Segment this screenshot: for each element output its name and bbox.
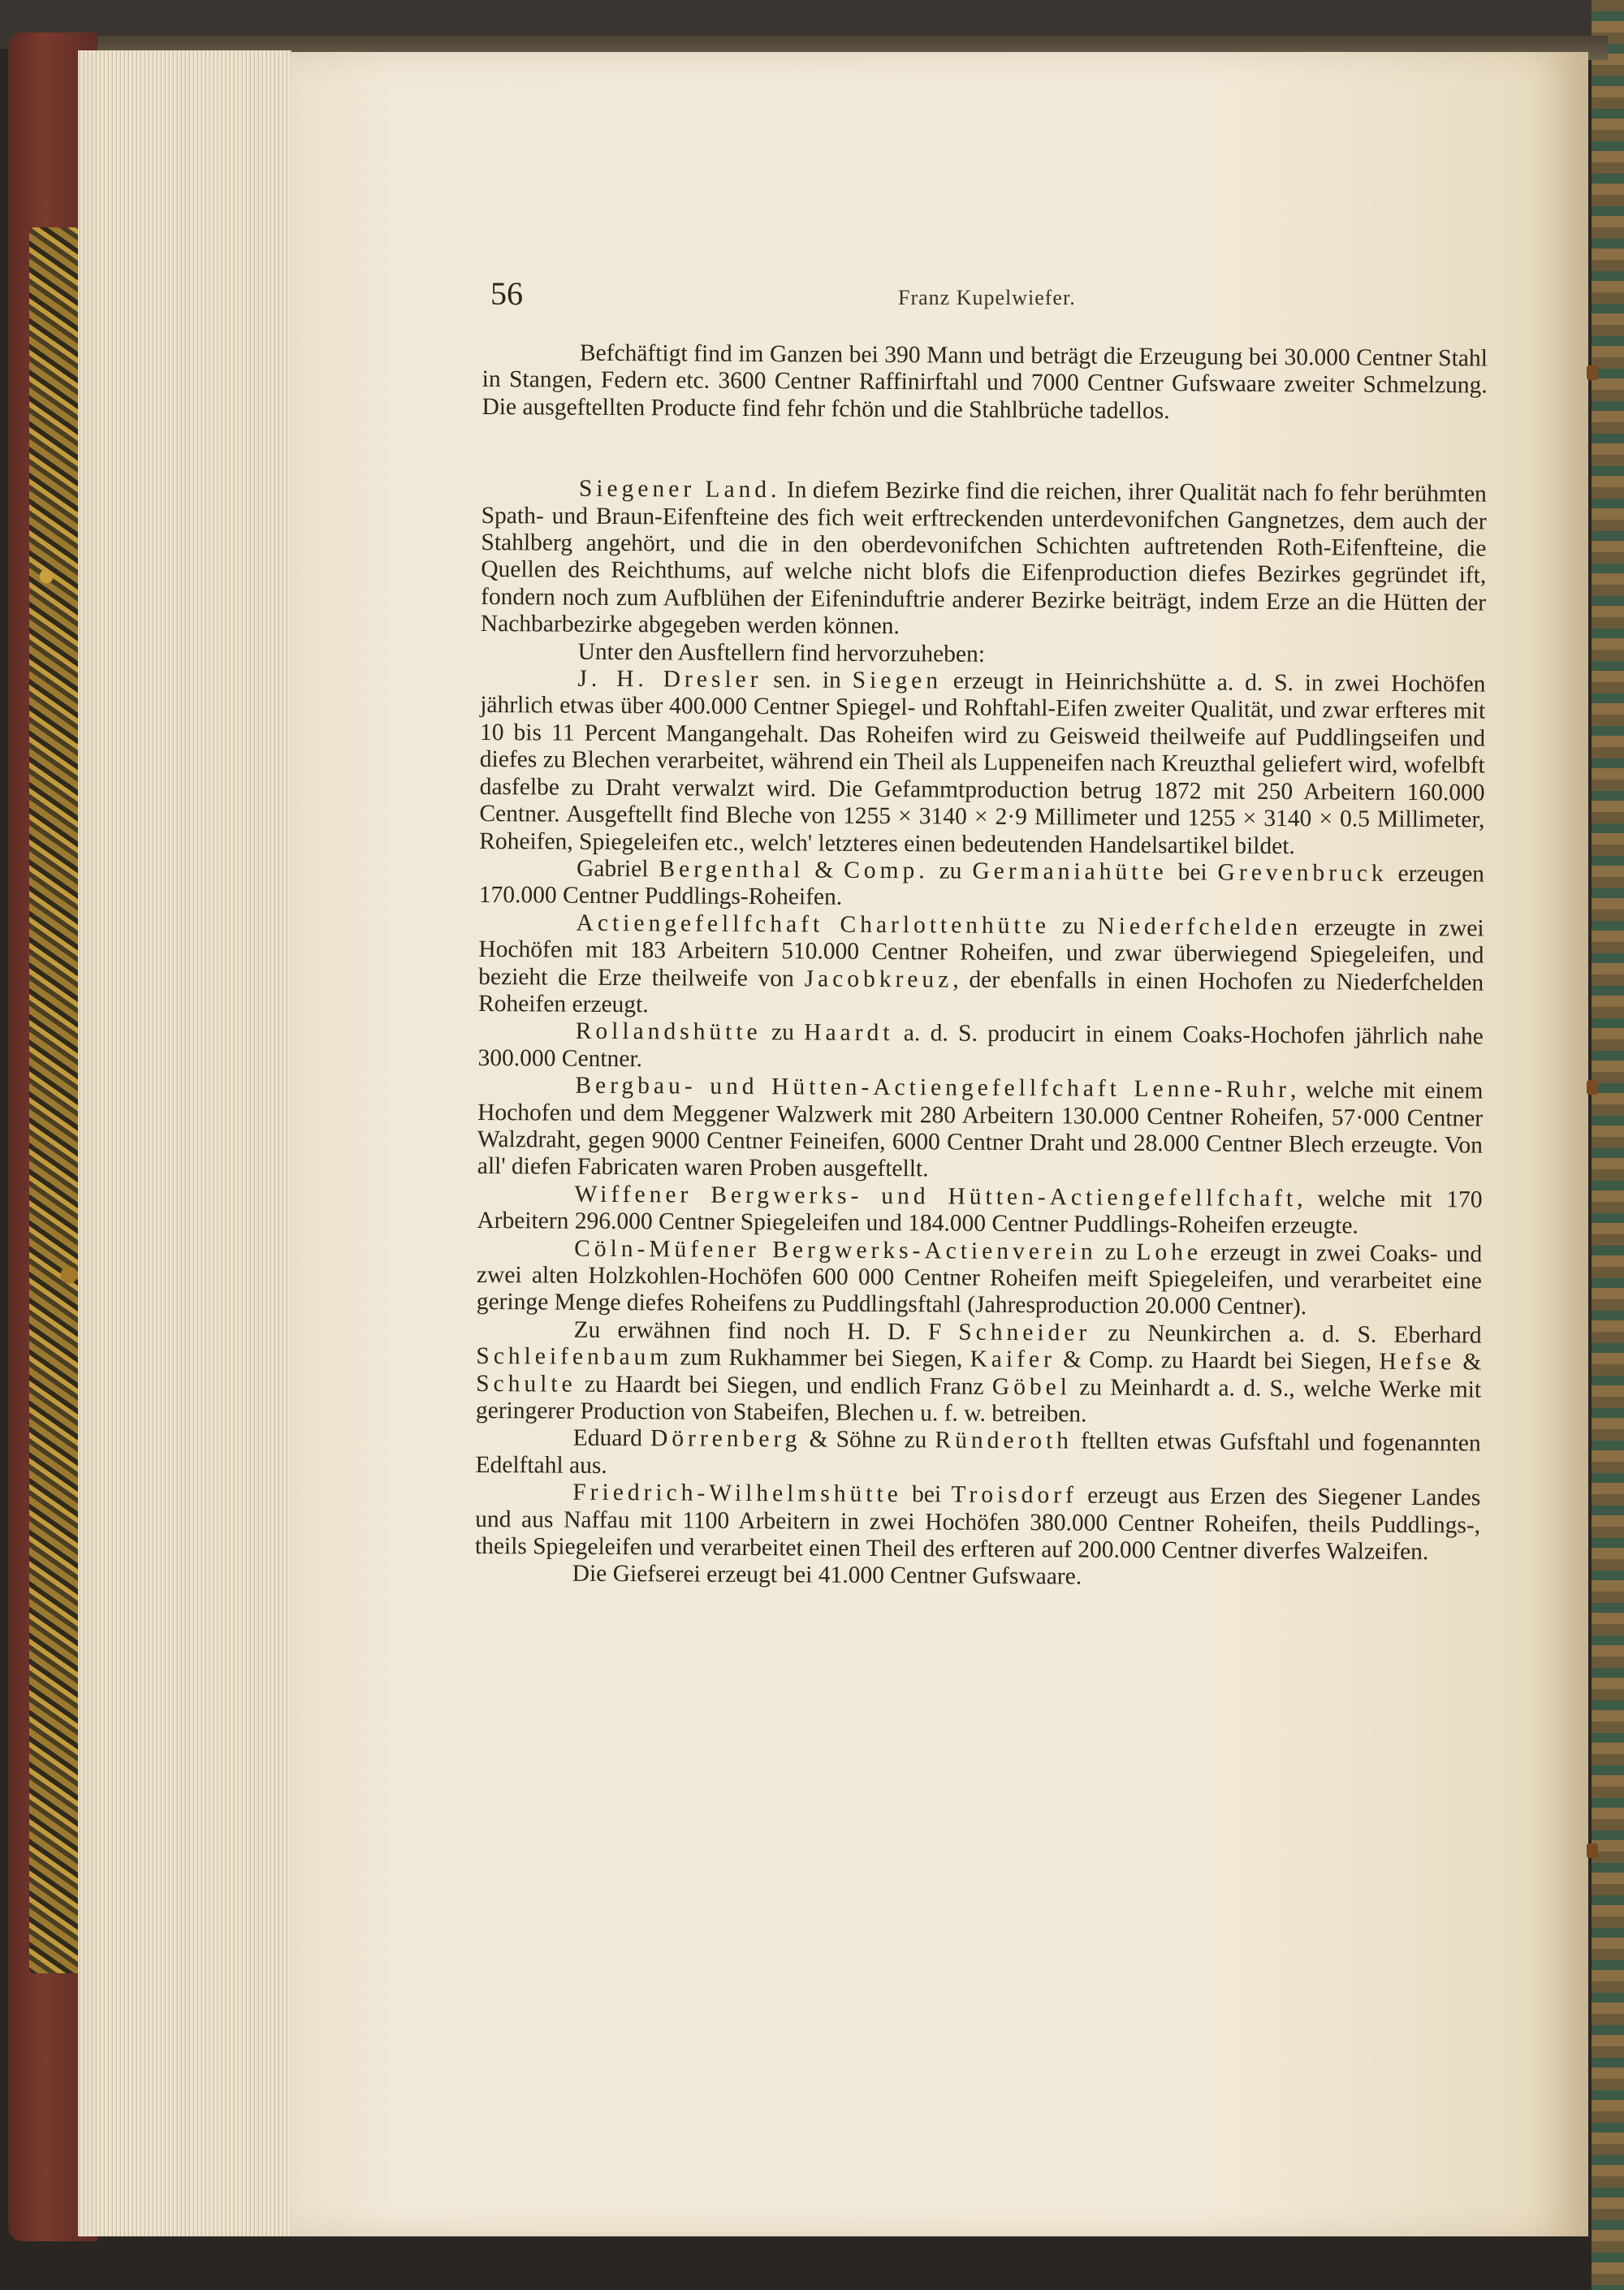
text-run: erzeugt in Heinrichshütte a. d. S. in zwei Hochöfen jährlich etwas über 400.000 Centner Spiegel- und Rohftahl-Eifen zweiter Qualität, und zwar erfteres mit 10 bis 11 Percent Mangangehalt. Das Roheifen wird zu Geisweid theilweife auf Puddlingseifen und diefes zu Blechen verarbeitet, während ein Theil als Luppeneifen nach Kreuzthal geliefert wird, wofelbft dasfelbe zu Draht verwalzt wird. Die Gefammtproduction betrug 1872 mit 250 Arbeitern 160.000 Centner. Ausgeftellt find Bleche von 1255 × 3140 × 2·9 Millimeter und 1255 × 3140 × 0.5 Millimeter, Roheifen, Spiegeleifen etc., welch' letzteres einen bedeutenden Handelsartikel bildet.	[479, 668, 1486, 859]
spaced-name: Siegener Land.	[578, 475, 781, 503]
spaced-name: Ründeroth	[935, 1427, 1073, 1454]
spaced-name: Schleifenbaum	[476, 1343, 673, 1371]
paragraph	[475, 1424, 1480, 1484]
paragraph	[482, 339, 1488, 427]
text-run: ftellten etwas Gufsftahl und fogenannten Edelftahl aus.	[475, 1428, 1481, 1479]
spaced-name: Jacobkreuz	[804, 965, 953, 993]
paragraph	[477, 1181, 1482, 1241]
spaced-name: Kaifer	[970, 1346, 1056, 1373]
spaced-name: Grevenbruck	[1217, 859, 1388, 887]
text-run: Die Giefserei erzeugt bei 41.000 Centner Gufswaare.	[572, 1561, 1082, 1591]
spaced-name: Dörrenberg	[650, 1425, 801, 1453]
spaced-name: Friedrich-Wilhelmshütte	[572, 1479, 902, 1508]
text-run: Befchäftigt find im Ganzen bei 390 Mann und beträgt die Erzeugung bei 30.000 Centner Stahl in Stangen, Federn etc. 3600 Centner Raffinirftahl und 7000 Centner Gufswaare zweiter Schmelzung. Die ausgeftellten Producte find fehr fchön und die Stahlbrüche tadellos.	[482, 339, 1488, 424]
text-run: zu	[1096, 1238, 1137, 1265]
paragraph	[478, 910, 1484, 1024]
text-run: , welche mit 170 Arbeitern 296.000 Centner Spiegeleifen und 184.000 Centner Puddlings-Roheifen erzeugte.	[477, 1185, 1483, 1239]
text-run: Zu erwähnen find noch H. D. F	[573, 1316, 959, 1346]
text-run: erzeugt in zwei Coaks- und zwei alten Holzkohlen-Hochöfen 600 000 Centner Roheifen meift Spiegeleifen, und verarbeitet eine geringe Menge diefes Roheifens zu Puddlingsftahl (Jahresproduction 20.000 Centner).	[476, 1239, 1483, 1320]
text-run: bei	[1167, 859, 1218, 886]
spaced-name: Actiengefellfchaft Charlottenhütte	[576, 910, 1051, 940]
spaced-name: Cöln-Müfener Bergwerks-Actienverein	[574, 1235, 1097, 1265]
text-run: a. d. S. producirt in einem Coaks-Hochofen jährlich nahe 300.000 Centner.	[477, 1020, 1484, 1072]
text-run: erzeugt aus Erzen des Siegener Landes und aus Naffau mit 1100 Arbeitern in zwei Hochöfen 380.000 Centner Roheifen, theils Puddlings-, theils Spiegeleifen und verarbeitet einen Theil des erfteren auf 200.000 Centner diverfes Walzeifen.	[474, 1482, 1481, 1566]
text-run: , welche mit einem Hochofen und dem Meggener Walzwerk mit 280 Arbeitern 130.000 Centner Roheifen, 57·000 Centner Walzdraht, gegen 9000 Centner Feineifen, 6000 Centner Draht und 28.000 Centner Blech erzeugte. Von all' diefen Fabricaten waren Proben ausgeftellt.	[477, 1077, 1484, 1182]
page-tab-marker	[1587, 1843, 1598, 1858]
spaced-name: Siegen	[852, 667, 943, 694]
paragraph	[479, 665, 1485, 861]
paragraph	[477, 1018, 1483, 1078]
text-run: & Comp. zu Haardt bei Siegen,	[1055, 1346, 1380, 1375]
spaced-name: J. H. Dresler	[577, 665, 762, 693]
page-header	[0, 274, 1624, 323]
spaced-name: Troisdorf	[951, 1481, 1078, 1509]
text-run: Gabriel	[576, 855, 659, 883]
text-run: sen. in	[762, 667, 853, 693]
spaced-name: Haardt	[804, 1019, 894, 1047]
paragraph	[481, 475, 1487, 644]
text-run: , der ebenfalls in einen Hochofen zu Niederfchelden Roheifen erzeugt.	[477, 966, 1484, 1018]
page-number: 56	[490, 275, 523, 312]
text-run: zu	[761, 1019, 805, 1046]
spaced-name: Niederfchelden	[1097, 913, 1302, 940]
text-run: &	[804, 857, 844, 884]
page-tab-marker	[1587, 365, 1598, 380]
text-run: zu Neunkirchen a. d. S. Eberhard	[1091, 1320, 1482, 1349]
spaced-name: Rollandshütte	[575, 1018, 762, 1046]
spaced-name: Schneider	[958, 1319, 1091, 1346]
page-tab-marker	[1587, 1080, 1598, 1095]
body-text	[475, 339, 1488, 1593]
text-run: In diefem Bezirke find die reichen, ihrer Qualität nach fo fehr berühmten Spath- und Braun-Eifenfteine des fich weit erftreckenden unterdevonifchen Gangnetzes, dem auch der Stahlberg angehört, und die in den oberdevonifchen Schichten auftretenden Roth-Eifenfteine, die Quellen des Reichthums, auf welche nicht blofs die Eifenproduction diefes Bezirkes gegründet ift, fondern noch zum Aufblühen der Eifeninduftrie anderer Bezirke beiträgt, indem Erze an die Hütten der Nachbarbezirke abgegeben werden können.	[480, 477, 1487, 640]
text-run: & Söhne zu	[801, 1426, 935, 1454]
spaced-name: Hefse	[1379, 1348, 1456, 1376]
spaced-name: Wiffener Bergwerks- und Hütten-Actiengefellfchaft	[574, 1181, 1298, 1212]
text-run: Unter den Ausftellern find hervorzuheben:	[577, 638, 986, 668]
text-run: zu Haardt bei Siegen, und endlich Franz	[576, 1371, 992, 1400]
page-edges	[78, 50, 292, 2236]
text-run: zu	[928, 858, 973, 884]
paragraph	[479, 855, 1484, 915]
paragraph	[476, 1316, 1482, 1431]
text-run: erzeugte in zwei Hochöfen mit 183 Arbeitern 510.000 Centner Roheifen, und zwar überwiegend Spiegeleifen, und bezieht die Erze theilweife von	[478, 914, 1484, 992]
paragraph	[477, 1235, 1483, 1323]
spaced-name: Comp.	[844, 857, 929, 884]
text-run: Eduard	[572, 1425, 651, 1452]
running-head: Franz Kupelwiefer.	[898, 286, 1076, 309]
neighbor-book-edge	[1592, 0, 1624, 2290]
spaced-name: Bergenthal	[659, 856, 805, 884]
text-run: zu Meinhardt a. d. S., welche Werke mit geringerer Production von Stabeifen, Blechen u. f. w. betreiben.	[475, 1374, 1482, 1428]
text-run: erzeugen 170.000 Centner Puddlings-Roheifen.	[478, 860, 1485, 911]
spaced-name: Germaniahütte	[972, 858, 1168, 886]
text-run: zum Rukhammer bei Siegen,	[672, 1344, 970, 1372]
paragraph	[477, 1072, 1484, 1186]
text-run: bei	[901, 1481, 952, 1508]
spaced-name: Schulte	[476, 1370, 577, 1398]
spaced-name: Bergbau- und Hütten-Actiengefellfchaft Lenne-Ruhr	[575, 1072, 1291, 1104]
text-run: &	[1455, 1349, 1482, 1376]
text-run: zu	[1049, 913, 1098, 940]
paragraph	[475, 1479, 1481, 1566]
spaced-name: Göbel	[991, 1373, 1072, 1401]
spaced-name: Lohe	[1136, 1238, 1203, 1266]
